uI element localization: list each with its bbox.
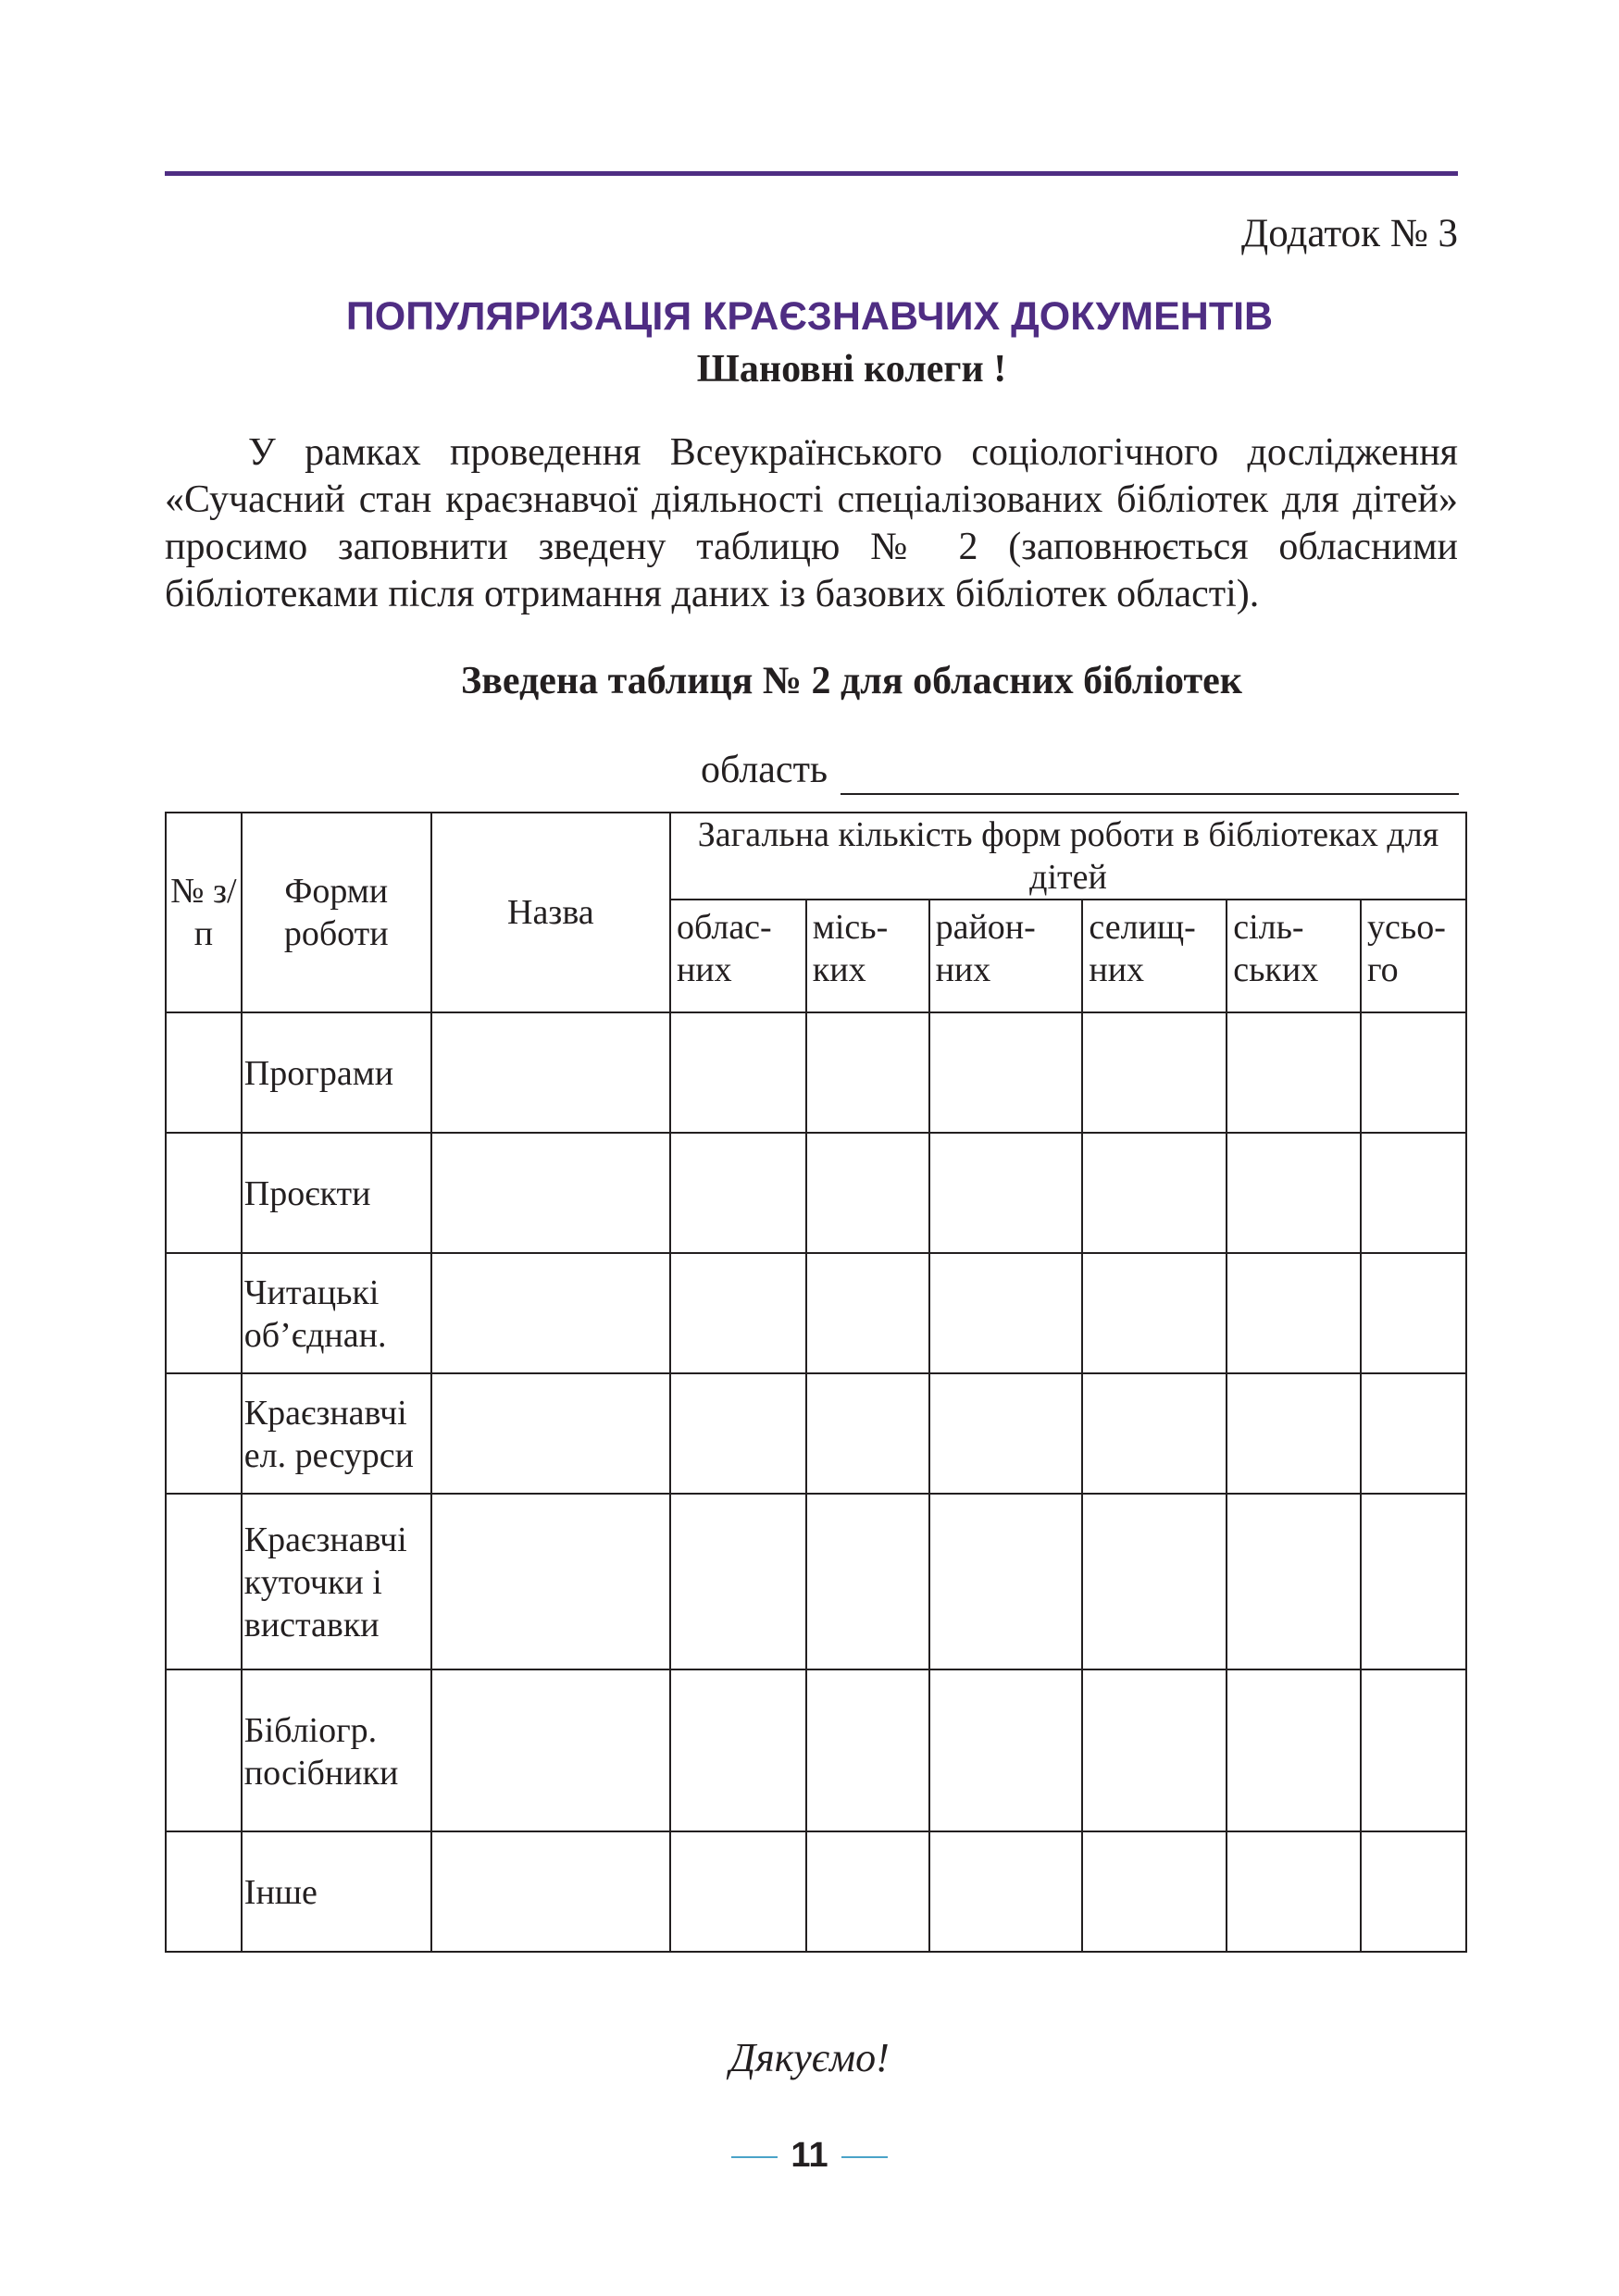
value-cell[interactable] [1082, 1373, 1227, 1494]
table-row [166, 1831, 1466, 1952]
value-cell[interactable] [929, 1494, 1083, 1669]
name-cell[interactable] [431, 1373, 670, 1494]
value-cell[interactable] [670, 1494, 806, 1669]
value-cell[interactable] [670, 1133, 806, 1253]
header-regional: облас-них [670, 900, 806, 1012]
value-cell[interactable] [1361, 1253, 1466, 1373]
value-cell[interactable] [1082, 1831, 1227, 1952]
page-number-text: 11 [791, 2136, 828, 2175]
table-row [166, 1669, 1466, 1831]
table-row [166, 1012, 1466, 1133]
value-cell[interactable] [1361, 1669, 1466, 1831]
value-cell[interactable] [1227, 1253, 1361, 1373]
header-settlement: селищ-них [1082, 900, 1227, 1012]
value-cell[interactable] [670, 1373, 806, 1494]
name-cell[interactable] [431, 1012, 670, 1133]
header-total-group: Загальна кількість форм роботи в бібліотеках для дітей [670, 813, 1466, 900]
header-city: місь-ких [806, 900, 929, 1012]
appendix-label: Додаток № 3 [1240, 212, 1458, 255]
row-label: Проєкти [242, 1133, 431, 1253]
value-cell[interactable] [929, 1669, 1083, 1831]
table-row [166, 1373, 1466, 1494]
value-cell[interactable] [670, 1253, 806, 1373]
page-number [0, 2136, 1619, 2176]
table-row [166, 1494, 1466, 1669]
value-cell[interactable] [670, 1012, 806, 1133]
name-cell[interactable] [431, 1133, 670, 1253]
header-name: Назва [431, 813, 670, 1012]
value-cell[interactable] [1227, 1494, 1361, 1669]
thanks-note: Дякуємо! [729, 2035, 890, 2080]
table-row [166, 1253, 1466, 1373]
value-cell[interactable] [670, 1669, 806, 1831]
value-cell[interactable] [1361, 1012, 1466, 1133]
value-cell[interactable] [1082, 1669, 1227, 1831]
row-label: Краєзнавчі куточки і виставки [242, 1494, 431, 1669]
value-cell[interactable] [1227, 1133, 1361, 1253]
value-cell[interactable] [929, 1831, 1083, 1952]
table-title: Зведена таблиця № 2 для обласних бібліотек [461, 660, 1242, 702]
value-cell[interactable] [806, 1494, 929, 1669]
number-cell[interactable] [166, 1012, 242, 1133]
header-forms: Форми роботи [242, 813, 431, 1012]
header-number: № з/п [166, 813, 242, 1012]
region-label: область [701, 749, 828, 791]
number-cell[interactable] [166, 1133, 242, 1253]
region-input-line[interactable] [841, 793, 1459, 795]
right-dash [841, 2156, 888, 2158]
table-row [166, 1133, 1466, 1253]
left-dash [731, 2156, 778, 2158]
header-district: район-них [929, 900, 1083, 1012]
value-cell[interactable] [806, 1373, 929, 1494]
value-cell[interactable] [1361, 1831, 1466, 1952]
number-cell[interactable] [166, 1494, 242, 1669]
header-rural: сіль-ських [1227, 900, 1361, 1012]
value-cell[interactable] [929, 1133, 1083, 1253]
row-label: Бібліогр. посібники [242, 1669, 431, 1831]
intro-paragraph: У рамках проведення Всеукраїнського соціологічного дослідження «Сучасний стан краєзнавчої діяльності спеціалізованих бібліотек для дітей» просимо заповнити зведену таблицю № 2 (заповнюється обласними бібліотеками після отримання даних із базових бібліотек області). [165, 431, 1458, 615]
row-label: Інше [242, 1831, 431, 1952]
value-cell[interactable] [1361, 1494, 1466, 1669]
value-cell[interactable] [1227, 1669, 1361, 1831]
name-cell[interactable] [431, 1669, 670, 1831]
value-cell[interactable] [806, 1831, 929, 1952]
name-cell[interactable] [431, 1494, 670, 1669]
value-cell[interactable] [806, 1133, 929, 1253]
page-title: ПОПУЛЯРИЗАЦІЯ КРАЄЗНАВЧИХ ДОКУМЕНТІВ [345, 294, 1274, 339]
value-cell[interactable] [806, 1253, 929, 1373]
value-cell[interactable] [1227, 1012, 1361, 1133]
value-cell[interactable] [1082, 1253, 1227, 1373]
row-label: Програми [242, 1012, 431, 1133]
number-cell[interactable] [166, 1669, 242, 1831]
value-cell[interactable] [1082, 1494, 1227, 1669]
value-cell[interactable] [1361, 1373, 1466, 1494]
top-rule [165, 171, 1458, 176]
value-cell[interactable] [1361, 1133, 1466, 1253]
summary-table [165, 812, 1467, 1953]
value-cell[interactable] [929, 1253, 1083, 1373]
number-cell[interactable] [166, 1831, 242, 1952]
value-cell[interactable] [1082, 1012, 1227, 1133]
value-cell[interactable] [670, 1831, 806, 1952]
value-cell[interactable] [929, 1373, 1083, 1494]
row-label: Краєзнавчі ел. ресурси [242, 1373, 431, 1494]
number-cell[interactable] [166, 1373, 242, 1494]
header-total: усьо-го [1361, 900, 1466, 1012]
name-cell[interactable] [431, 1831, 670, 1952]
number-cell[interactable] [166, 1253, 242, 1373]
value-cell[interactable] [1227, 1373, 1361, 1494]
value-cell[interactable] [1082, 1133, 1227, 1253]
name-cell[interactable] [431, 1253, 670, 1373]
value-cell[interactable] [806, 1012, 929, 1133]
value-cell[interactable] [1227, 1831, 1361, 1952]
value-cell[interactable] [806, 1669, 929, 1831]
value-cell[interactable] [929, 1012, 1083, 1133]
row-label: Читацькі об’єднан. [242, 1253, 431, 1373]
greeting: Шановні колеги ! [696, 348, 1007, 391]
